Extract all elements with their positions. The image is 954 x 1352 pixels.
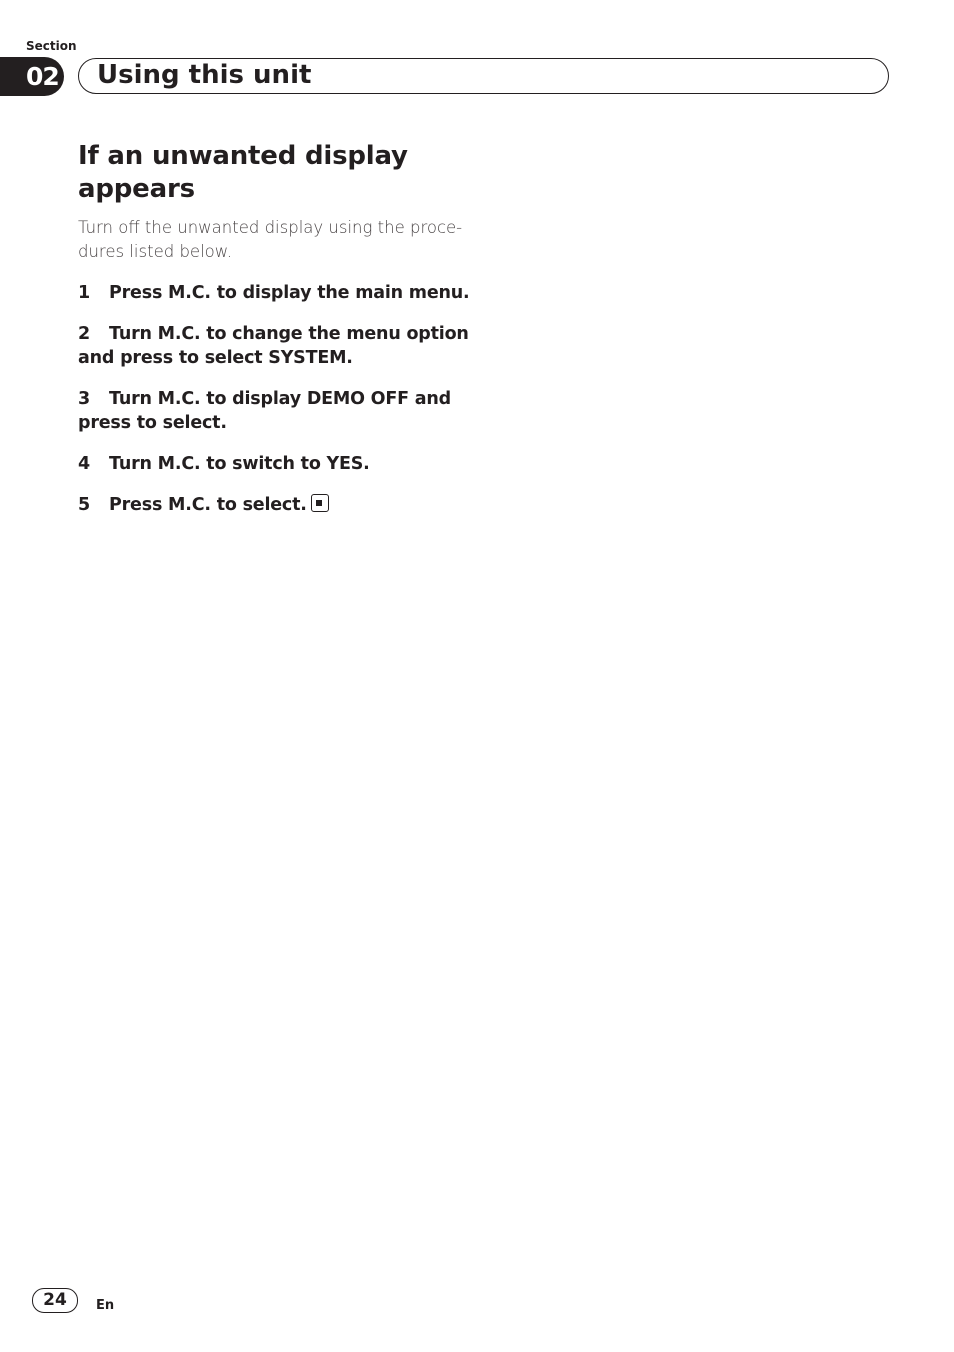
- step-2: [78, 322, 473, 370]
- main-content: [78, 140, 473, 534]
- step-5: [78, 493, 473, 517]
- page-heading-line2: appears: [78, 174, 195, 204]
- section-label: Section: [26, 39, 77, 53]
- step-text: Turn M.C. to display DEMO OFF and press to select.: [78, 389, 451, 433]
- intro-paragraph: Turn off the unwanted display using the proce-dures listed below.: [78, 218, 463, 261]
- section-title-bar: [78, 58, 889, 94]
- step-text: Press M.C. to select.: [109, 495, 307, 515]
- section-number-badge: 02: [0, 57, 64, 96]
- language-label: En: [96, 1298, 115, 1313]
- step-3: [78, 387, 473, 435]
- end-of-section-icon: [311, 494, 329, 512]
- step-text: Turn M.C. to switch to YES.: [109, 454, 370, 474]
- step-1: [78, 281, 473, 305]
- step-4: [78, 452, 473, 476]
- step-text: Turn M.C. to change the menu option and press to select SYSTEM.: [78, 324, 469, 368]
- page-heading-line1: If an unwanted display: [78, 141, 408, 171]
- section-title: Using this unit: [97, 60, 312, 90]
- step-number: 5: [78, 495, 90, 515]
- step-number: 3: [78, 389, 90, 409]
- step-text: Press M.C. to display the main menu.: [109, 283, 470, 303]
- step-number: 1: [78, 283, 90, 303]
- page-number: 24: [32, 1288, 78, 1313]
- step-number: 4: [78, 454, 90, 474]
- page-heading: [78, 140, 473, 206]
- step-number: 2: [78, 324, 90, 344]
